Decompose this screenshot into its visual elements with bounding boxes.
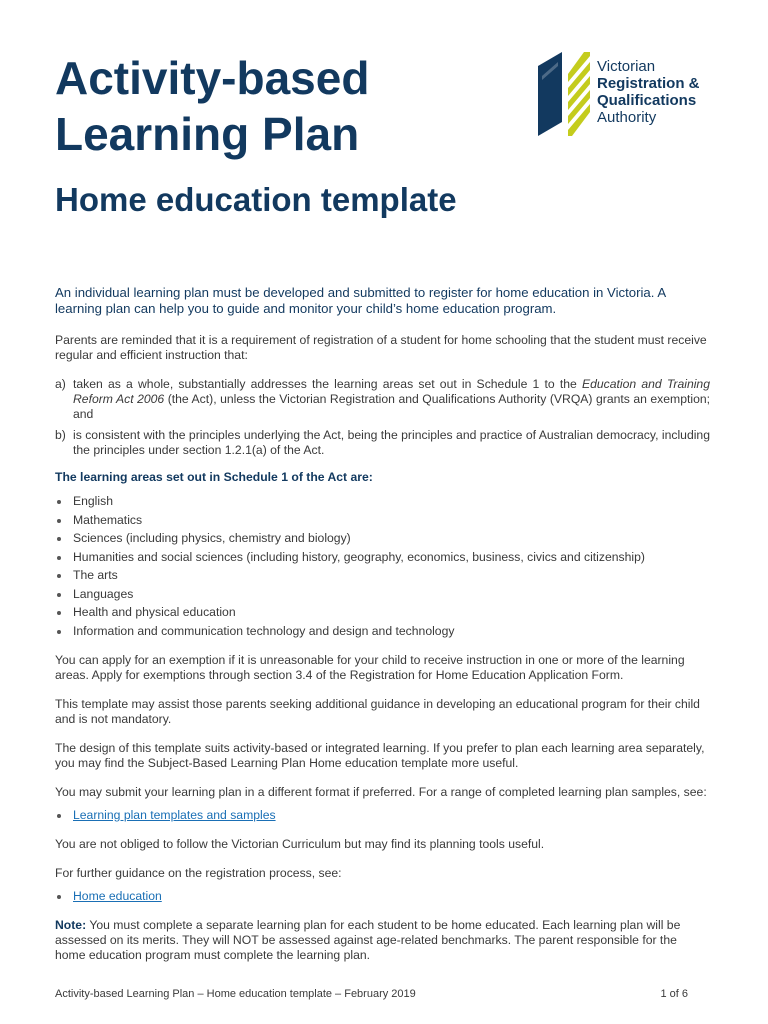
- logo-line-4: Authority: [597, 109, 657, 126]
- logo-line-1: Victorian: [597, 58, 656, 75]
- title-line-1: Activity-based: [55, 52, 370, 104]
- condition-text: taken as a whole, substantially addresses the learning areas set out in Schedule 1 to the: [73, 377, 582, 391]
- condition-text: is consistent with the principles underlying the Act, being the principles and practice of Australian democracy, including the principles under section 1.2.1(a) of the Act.: [73, 428, 710, 457]
- note-text: You must complete a separate learning plan for each student to be home educated. Each learning plan will be assessed on its merits. They will NOT be assessed against age-related benchmarks. The parent responsible for the home education program must complete the learning plan.: [55, 917, 681, 962]
- submit-paragraph: You may submit your learning plan in a different format if preferred. For a range of completed learning plan samples, see:: [55, 784, 707, 799]
- act-title: Education and Training Reform Act 2006: [73, 377, 710, 406]
- samples-link-list: [55, 808, 710, 823]
- samples-link[interactable]: Learning plan templates and samples: [73, 807, 276, 822]
- reminder-paragraph: Parents are reminded that it is a requirement of registration of a student for home schooling that the student must receive regular and efficient instruction that:: [55, 333, 707, 362]
- logo-line-3: Qualifications: [597, 92, 697, 109]
- vrqa-logo-mark-icon: [538, 52, 590, 136]
- vrqa-logo: [538, 52, 738, 136]
- condition-text: (the Act), unless the Victorian Registration and Qualifications Authority (VRQA) grants an exemption; and: [73, 392, 711, 421]
- list-item: [55, 889, 710, 904]
- page-number: 1 of 6: [660, 988, 688, 1000]
- home-education-link[interactable]: Home education: [73, 888, 162, 903]
- page-footer: [55, 988, 688, 1000]
- home-education-link-list: [55, 889, 710, 904]
- list-item: Sciences (including physics, chemistry and biology): [55, 531, 710, 546]
- curriculum-paragraph: You are not obliged to follow the Victorian Curriculum but may find its planning tools useful.: [55, 836, 545, 851]
- design-paragraph: The design of this template suits activity-based or integrated learning. If you prefer to plan each learning area separately, you may find the Subject-Based Learning Plan Home education template more useful.: [55, 740, 705, 770]
- exemption-paragraph: You can apply for an exemption if it is unreasonable for your child to receive instruction in one or more of the learning areas. Apply for exemptions through section 3.4 of the Registration for Home Education Application Form.: [55, 652, 685, 682]
- conditions-list: [55, 377, 710, 458]
- list-item: The arts: [55, 568, 710, 583]
- list-item: Health and physical education: [55, 605, 710, 620]
- logo-line-2: Registration &: [597, 75, 700, 92]
- condition-marker: b): [55, 428, 66, 442]
- intro-paragraph: An individual learning plan must be developed and submitted to register for home education in Victoria. A learning plan can help you to guide and monitor your child’s home education program.: [55, 285, 666, 316]
- learning-areas-list: [55, 494, 710, 639]
- vrqa-logo-wordmark: [597, 58, 700, 126]
- list-item: Humanities and social sciences (including history, geography, economics, business, civics and citizenship): [55, 550, 710, 565]
- condition-item: [55, 377, 710, 422]
- note-label: Note:: [55, 917, 87, 932]
- list-item: Languages: [55, 587, 710, 602]
- list-item: Information and communication technology and design and technology: [55, 624, 710, 639]
- learning-areas-heading: The learning areas set out in Schedule 1 of the Act are:: [55, 470, 373, 484]
- condition-marker: a): [55, 377, 66, 391]
- page-title: [55, 50, 369, 162]
- list-item: Mathematics: [55, 513, 710, 528]
- list-item: English: [55, 494, 710, 509]
- template-paragraph: This template may assist those parents seeking additional guidance in developing an educational program for their child and is not mandatory.: [55, 696, 700, 726]
- footer-title: Activity-based Learning Plan – Home education template – February 2019: [55, 988, 416, 1000]
- list-item: [55, 808, 710, 823]
- guidance-paragraph: For further guidance on the registration process, see:: [55, 865, 342, 880]
- page-subtitle: Home education template: [55, 181, 457, 218]
- note-paragraph: [55, 918, 710, 963]
- condition-item: [55, 428, 710, 458]
- document-body: [55, 285, 710, 977]
- title-line-2: Learning Plan: [55, 108, 360, 160]
